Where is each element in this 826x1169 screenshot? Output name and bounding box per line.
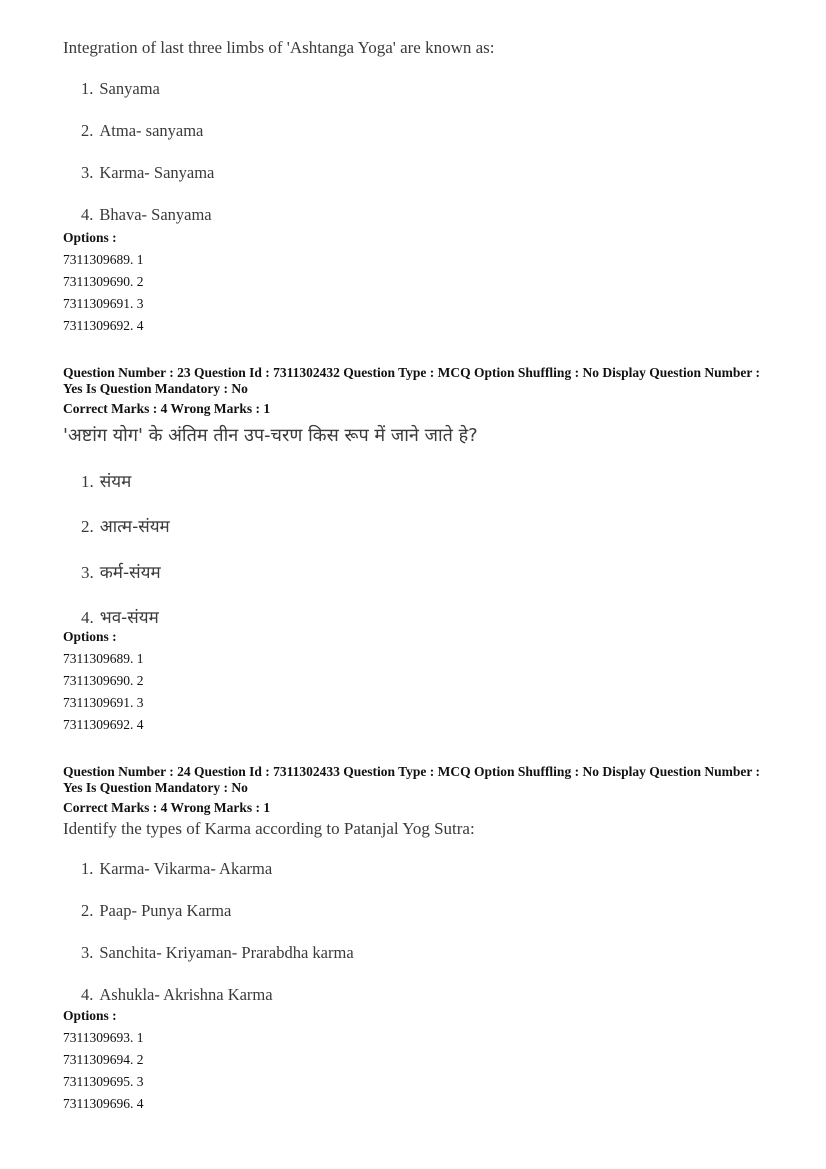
answer-choice	[81, 859, 272, 879]
options-label: Options :	[63, 1008, 117, 1023]
option-id-row: 7311309696. 4	[63, 1096, 144, 1111]
answer-choice	[81, 514, 170, 537]
option-id-row: 7311309692. 4	[63, 717, 144, 732]
choice-text: संयम	[99, 472, 132, 492]
choice-number: 4.	[81, 608, 94, 627]
choice-text: Sanchita- Kriyaman- Prarabdha karma	[99, 943, 354, 962]
choice-number: 1.	[81, 472, 94, 491]
options-label: Options :	[63, 629, 117, 644]
option-id-row: 7311309691. 3	[63, 296, 144, 311]
choice-number: 3.	[81, 943, 94, 962]
choice-number: 4.	[81, 985, 94, 1004]
choice-number: 2.	[81, 517, 94, 536]
answer-choice	[81, 943, 354, 963]
answer-choice	[81, 605, 159, 628]
choice-text: Ashukla- Akrishna Karma	[99, 985, 273, 1004]
options-label: Options :	[63, 230, 117, 245]
choice-number: 2.	[81, 121, 94, 140]
choice-text: भव-संयम	[99, 608, 159, 628]
answer-choice	[81, 469, 131, 492]
option-id-row: 7311309689. 1	[63, 252, 144, 267]
question-marks: Correct Marks : 4 Wrong Marks : 1	[63, 800, 271, 815]
choice-text: Karma- Vikarma- Akarma	[99, 859, 273, 878]
choice-number: 3.	[81, 163, 94, 182]
question-stem: Identify the types of Karma according to Patanjal Yog Sutra:	[63, 819, 475, 838]
choice-text: Atma- sanyama	[99, 121, 204, 140]
question-meta: Question Number : 24 Question Id : 7311302433 Question Type : MCQ Option Shuffling : No Display Question Number : Yes Is Question Mandatory : No	[63, 764, 760, 795]
answer-choice	[81, 560, 161, 583]
choice-number: 4.	[81, 205, 94, 224]
question-marks: Correct Marks : 4 Wrong Marks : 1	[63, 401, 271, 416]
choice-number: 1.	[81, 79, 94, 98]
option-id-row: 7311309692. 4	[63, 318, 144, 333]
option-id-row: 7311309690. 2	[63, 274, 144, 289]
answer-choice	[81, 163, 214, 183]
answer-choice	[81, 79, 160, 99]
choice-text: आत्म-संयम	[99, 517, 170, 537]
answer-choice	[81, 121, 203, 141]
option-id-row: 7311309691. 3	[63, 695, 144, 710]
answer-choice	[81, 205, 212, 225]
choice-text: Paap- Punya Karma	[99, 901, 232, 920]
choice-number: 2.	[81, 901, 94, 920]
option-id-row: 7311309690. 2	[63, 673, 144, 688]
choice-number: 1.	[81, 859, 94, 878]
option-id-row: 7311309693. 1	[63, 1030, 144, 1045]
answer-choice	[81, 901, 231, 921]
answer-choice	[81, 985, 273, 1005]
option-id-row: 7311309694. 2	[63, 1052, 144, 1067]
choice-text: कर्म-संयम	[99, 563, 161, 583]
choice-text: Sanyama	[99, 79, 160, 98]
choice-text: Karma- Sanyama	[99, 163, 215, 182]
question-stem: 'अष्टांग योग' के अंतिम तीन उप-चरण किस रूप में जाने जाते हे?	[63, 425, 478, 446]
question-stem: Integration of last three limbs of 'Ashtanga Yoga' are known as:	[63, 38, 495, 57]
choice-text: Bhava- Sanyama	[99, 205, 212, 224]
question-meta: Question Number : 23 Question Id : 7311302432 Question Type : MCQ Option Shuffling : No Display Question Number : Yes Is Question Mandatory : No	[63, 365, 760, 396]
option-id-row: 7311309695. 3	[63, 1074, 144, 1089]
choice-number: 3.	[81, 563, 94, 582]
option-id-row: 7311309689. 1	[63, 651, 144, 666]
